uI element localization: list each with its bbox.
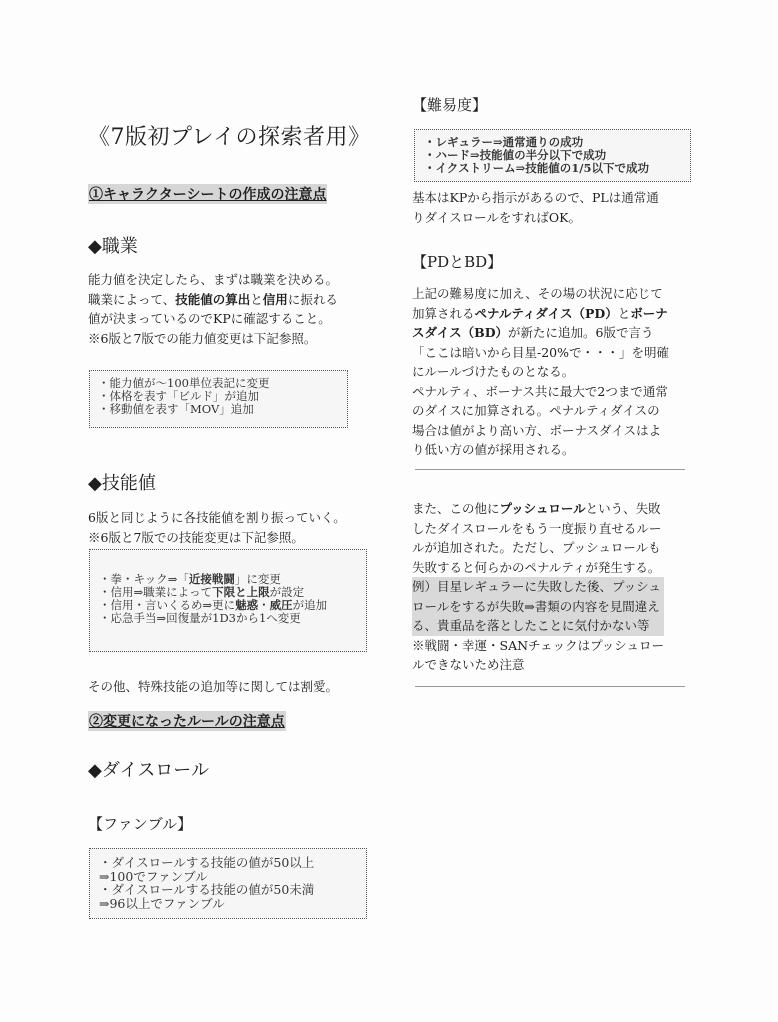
job-line-2-d: 信用	[262, 291, 288, 307]
divider-top	[415, 469, 685, 470]
fumble-box-line-2: ⇒100でファンブル	[99, 868, 208, 884]
pdbd-line-2-d: ボーナ	[630, 305, 668, 321]
skill-heading: ◆技能値	[88, 473, 156, 494]
difficulty-paragraph	[412, 188, 659, 227]
fumble-box	[89, 848, 367, 919]
job-line-3: 値が決まっているのでKPに確認すること。	[88, 311, 331, 326]
job-line-2-c: と	[250, 291, 263, 307]
job-heading: ◆職業	[88, 236, 138, 257]
fumble-box-line-3: ・ダイスロールする技能の値が50未満	[99, 882, 315, 897]
job-line-2	[88, 290, 338, 310]
difficulty-line-1: 基本はKPから指示があるので、PLは通常通	[412, 190, 659, 205]
push-line-2: したダイスロールをもう一度振り直せるルー	[412, 520, 662, 536]
job-line-4: ※6版と7版での能力値変更は下記参照。	[88, 330, 317, 346]
other-note: その他、特殊技能の追加等に関しては割愛。	[88, 679, 339, 694]
difficulty-box	[414, 129, 691, 182]
push-line-7: る、貴重品を落としたことに気付かない等	[412, 618, 650, 633]
skill-paragraph	[88, 508, 346, 547]
job-line-2-e: に振れる	[287, 291, 338, 307]
skill-box-line-2-c: が設定	[269, 585, 305, 599]
pdbd-line-2	[412, 304, 669, 324]
pdbd-line-2-b: ペナルティダイス（PD）	[474, 305, 618, 321]
fumble-box-line-1: ・ダイスロールする技能の値が50以上	[99, 855, 315, 870]
push-line-1-b: プッシュロール	[499, 501, 586, 516]
push-example	[412, 577, 664, 636]
skill-box-line-1-a: ・拳・キック⇒「	[99, 572, 189, 586]
pdbd-line-3-a: スダイス（BD）	[412, 325, 509, 340]
skill-box-line-3-d: 威圧	[269, 598, 293, 612]
skill-box-line-2-b: 下限と上限	[212, 585, 270, 599]
job-box-line-1: ・能力値が～100単位表記に変更	[98, 376, 270, 390]
pdbd-line-3	[412, 323, 669, 343]
dice-heading: ◆ダイスロール	[88, 760, 209, 781]
skill-line-1: 6版と同じように各技能値を割り振っていく。	[88, 510, 346, 525]
difficulty-box-line-1: ・レギュラー⇒通常通りの成功	[424, 135, 584, 149]
difficulty-heading: 【難易度】	[412, 96, 488, 114]
job-changes-box	[89, 370, 348, 428]
pdbd-line-2-c: と	[617, 305, 631, 321]
pdbd-heading: 【PDとBD】	[412, 253, 503, 271]
skill-line-2: ※6版と7版での技能変更は下記参照。	[88, 529, 304, 545]
pdbd-line-1: 上記の難易度に加え、その場の状況に応じて	[412, 286, 663, 301]
section-heading-rules: ②変更になったルールの注意点	[88, 711, 286, 731]
push-line-9: ルできないため注意	[412, 657, 525, 672]
divider-bottom	[415, 686, 685, 687]
skill-box-line-4: ・応急手当⇒回復量が1D3から1へ変更	[99, 611, 301, 625]
skill-box-line-1-b: 近接戦闘	[188, 572, 235, 586]
pdbd-line-7: のダイスに加算される。ペナルティダイスの	[412, 403, 660, 418]
skill-box-line-3-b: 魅惑	[235, 598, 259, 612]
job-line-1: 能力値を決定したら、まずは職業を決める。	[88, 272, 339, 287]
skill-box-line-3-e: が追加	[292, 598, 328, 612]
pdbd-line-8: 場合は値がより高い方、ボーナスダイスはよ	[412, 422, 662, 438]
pdbd-line-6: ペナルティ、ボーナス共に最大で2つまで通常	[412, 383, 668, 399]
job-paragraph	[88, 270, 338, 348]
job-line-2-b: 技能値の算出	[175, 291, 251, 307]
pdbd-line-5: にルールづけたものとなる。	[412, 364, 575, 379]
push-roll-paragraph	[412, 499, 664, 675]
push-line-8: ※戦闘・幸運・SANチェックはプッシュロー	[412, 637, 665, 653]
pdbd-line-4: 「ここは暗いから目星-20%で・・・」を明確	[412, 344, 670, 360]
pdbd-line-3-b: が新たに追加。6版で言う	[508, 325, 654, 340]
push-line-3: ルが追加された。ただし、プッシュロールも	[412, 540, 661, 555]
push-line-4: 失敗すると何らかのペナルティが発生する。	[412, 559, 661, 575]
skill-box-line-3-a: ・信用・言いくるめ⇒更に	[99, 598, 236, 612]
push-line-1-c: という、失敗	[585, 501, 661, 516]
difficulty-line-2: りダイスロールをすればOK。	[412, 209, 581, 225]
push-line-1-a: また、この他に	[412, 501, 500, 516]
push-line-5: 例）目星レギュラーに失敗した後、プッシュ	[412, 579, 661, 594]
skill-box-line-2-a: ・信用⇒職業によって	[99, 585, 213, 599]
push-line-6: ロールをするが失敗⇒書類の内容を見間違え	[412, 598, 660, 614]
job-box-line-3: ・移動値を表す「MOV」追加	[98, 402, 254, 416]
fumble-box-line-4: ⇒96以上でファンブル	[99, 895, 225, 911]
skill-box-line-3-c: ・	[258, 598, 270, 612]
difficulty-box-line-3: ・イクストリーム⇒技能値の1/5以下で成功	[424, 161, 649, 175]
push-line-1	[412, 499, 664, 519]
job-box-line-2: ・体格を表す「ビルド」が追加	[98, 389, 259, 403]
page-title: 《7版初プレイの探索者用》	[88, 125, 371, 150]
pdbd-paragraph	[412, 284, 669, 460]
difficulty-box-line-2: ・ハード⇒技能値の半分以下で成功	[424, 148, 607, 162]
pdbd-line-2-a: 加算される	[412, 305, 475, 321]
section-heading-character-sheet: ①キャラクターシートの作成の注意点	[88, 184, 327, 204]
pdbd-line-9: り低い方の値が採用される。	[412, 442, 575, 457]
fumble-heading: 【ファンブル】	[88, 815, 193, 833]
job-line-2-a: 職業によって、	[88, 291, 176, 307]
skill-changes-box	[89, 549, 367, 652]
skill-box-line-1-c: 」に変更	[234, 572, 281, 586]
